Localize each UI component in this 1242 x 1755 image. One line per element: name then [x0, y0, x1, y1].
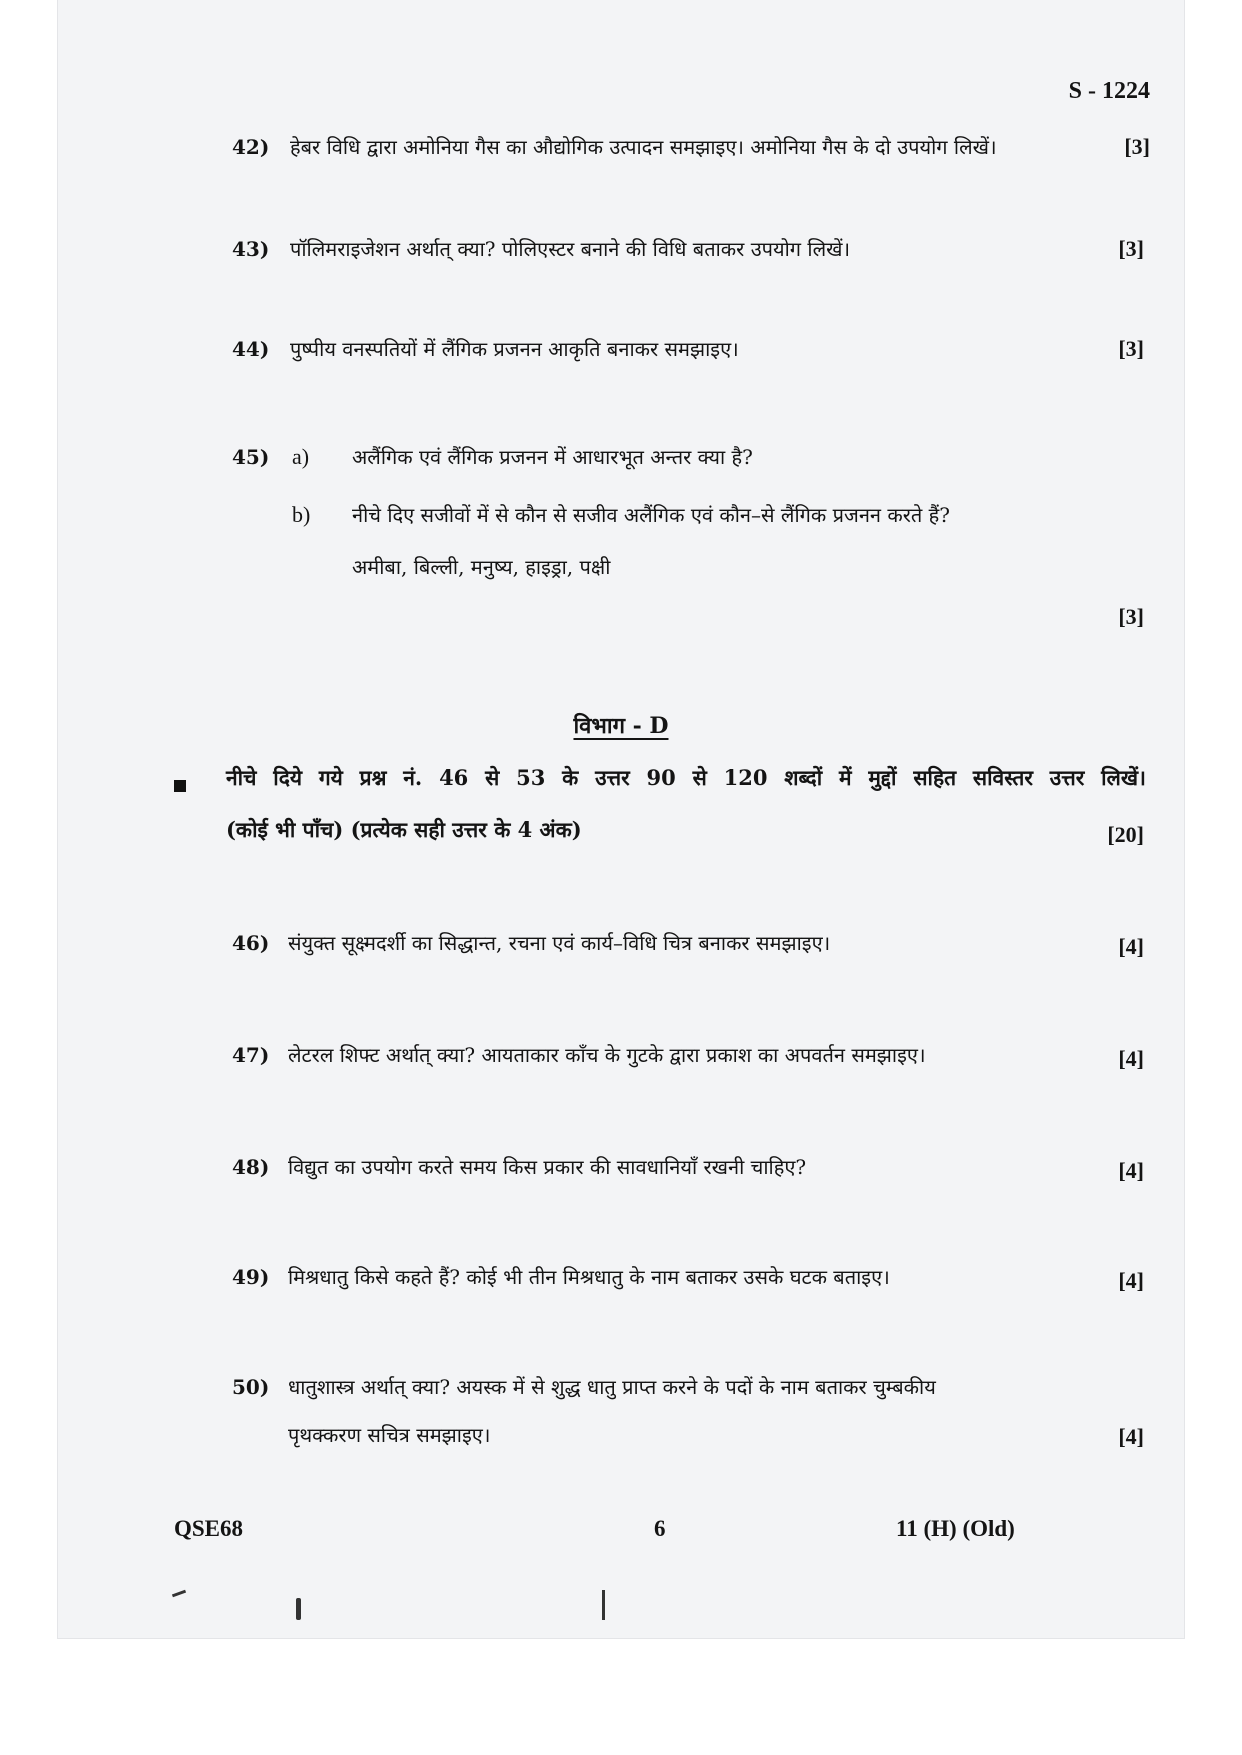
sub-question-label: b): [292, 502, 311, 527]
question-number: 47): [232, 1043, 270, 1067]
question-text: संयुक्त सूक्ष्मदर्शी का सिद्धान्त, रचना एवं कार्य–विधि चित्र बनाकर समझाइए।: [288, 931, 831, 955]
question-marks: [3]: [1118, 336, 1144, 361]
footer-paper-code: 11 (H) (Old): [896, 1516, 1015, 1541]
question-marks: [4]: [1118, 1158, 1144, 1183]
question-text: लेटरल शिफ्ट अर्थात् क्या? आयताकार काँच के गुटके द्वारा प्रकाश का अपवर्तन समझाइए।: [288, 1043, 926, 1067]
question-text: मिश्रधातु किसे कहते हैं? कोई भी तीन मिश्रधातु के नाम बताकर उसके घटक बताइए।: [288, 1265, 890, 1289]
question-marks: [4]: [1118, 1046, 1144, 1071]
question-number: 46): [232, 931, 270, 955]
question-text: हेबर विधि द्वारा अमोनिया गैस का औद्योगिक उत्पादन समझाइए। अमोनिया गैस के दो उपयोग लिखें।: [290, 135, 997, 159]
question-number: 42): [232, 135, 270, 159]
question-number: 44): [232, 337, 270, 361]
question-marks: [4]: [1118, 1424, 1144, 1449]
question-number: 50): [232, 1375, 270, 1399]
scan-mark: [296, 1598, 301, 1620]
question-marks: [4]: [1118, 934, 1144, 959]
footer-code: QSE68: [174, 1516, 244, 1541]
question-number: 49): [232, 1265, 270, 1289]
footer-page-number: 6: [654, 1516, 666, 1541]
page-code: S - 1224: [1068, 78, 1150, 104]
question-number: 43): [232, 237, 270, 261]
question-text: पुष्पीय वनस्पतियों में लैंगिक प्रजनन आकृति बनाकर समझाइए।: [290, 337, 739, 361]
scan-mark: [602, 1590, 605, 1620]
question-marks: [4]: [1118, 1268, 1144, 1293]
question-text: पॉलिमराइजेशन अर्थात् क्या? पोलिएस्टर बनाने की विधि बताकर उपयोग लिखें।: [290, 237, 851, 261]
section-instruction-note: (कोई भी पाँच) (प्रत्येक सही उत्तर के 4 अंक): [226, 817, 582, 842]
section-title: विभाग - D: [573, 713, 669, 739]
organism-list: अमीबा, बिल्ली, मनुष्य, हाइड्रा, पक्षी: [352, 555, 611, 579]
question-text: विद्युत का उपयोग करते समय किस प्रकार की सावधानियाँ रखनी चाहिए?: [288, 1155, 807, 1179]
sub-question-text: नीचे दिए सजीवों में से कौन से सजीव अलैंगिक एवं कौन–से लैंगिक प्रजनन करते हैं?: [352, 503, 951, 527]
bullet-square: [174, 780, 186, 792]
question-text-continued: पृथक्करण सचित्र समझाइए।: [288, 1423, 491, 1447]
question-marks: [3]: [1124, 134, 1150, 159]
question-marks: [3]: [1118, 236, 1144, 261]
sub-question-label: a): [292, 444, 310, 469]
section-total-marks: [20]: [1107, 822, 1144, 847]
question-text: धातुशास्त्र अर्थात् क्या? अयस्क में से शुद्ध धातु प्राप्त करने के पदों के नाम बताकर चुम्बकीय: [288, 1375, 936, 1399]
question-number: 45): [232, 445, 270, 469]
section-instruction: नीचे दिये गये प्रश्न नं. 46 से 53 के उत्तर 90 से 120 शब्दों में मुद्दों सहित सविस्तर उत्तर लिखें।: [226, 765, 1146, 790]
sub-question-text: अलैंगिक एवं लैंगिक प्रजनन में आधारभूत अन्तर क्या है?: [352, 445, 753, 469]
question-number: 48): [232, 1155, 270, 1179]
question-marks: [3]: [1118, 604, 1144, 629]
